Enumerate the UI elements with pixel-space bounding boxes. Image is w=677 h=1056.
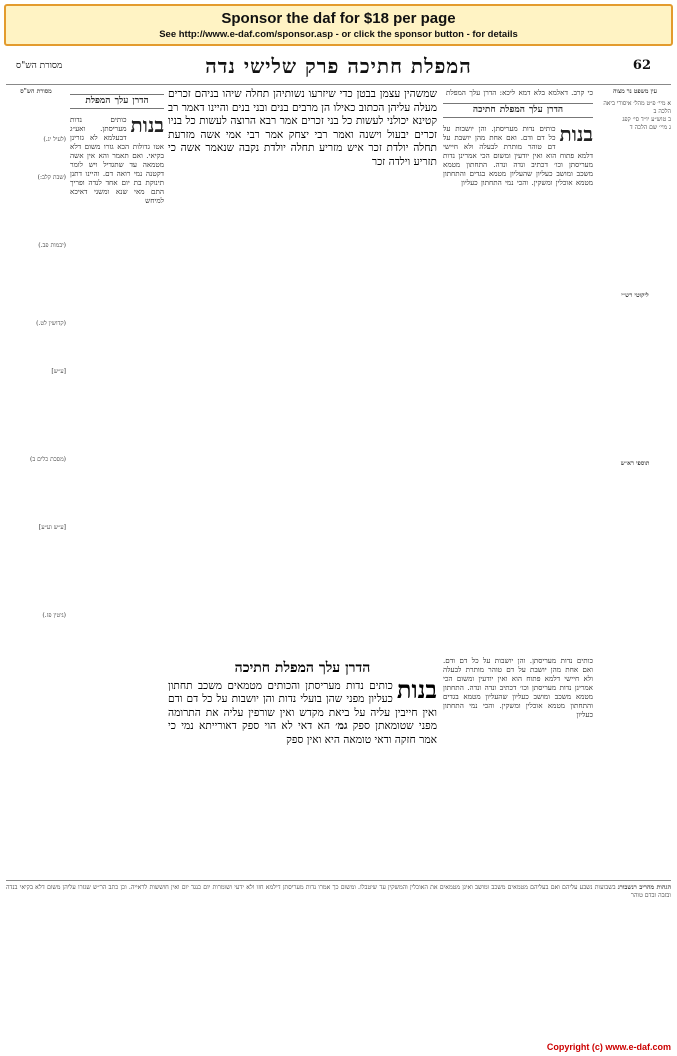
right-note: תוספי רא״ש [620, 460, 650, 467]
right-margin-title: עין משפט נר מצוה [612, 88, 658, 95]
rashi-intro: כי קרב. דאלמא בלא דמא ליכא: הדרן עלך המפלת [446, 88, 593, 97]
left-note: (קדושין לט.) [36, 320, 66, 327]
left-margin [6, 88, 66, 888]
rashi-lead-word: בנות [559, 122, 593, 146]
mishna-text: כותים נדות מעריסתן והכותים מטמאים משכב תחתון כעליון מפני שהן בועלי נדות והן יושבות על כל דם ודם ואין חייבין עליה על ביאת מקדש ואין שורפין עליה את התרומה מפני שטומאתן ספק [168, 679, 437, 733]
rashi-chapter-end: הדרן עלך המפלת חתיכה [443, 103, 593, 118]
gemara-continuation: הא דאי לא הוי ספק דאורייתא נמי כי אמר חזקה ודאי טומאה היא ואין ספק [168, 720, 437, 746]
bottom-notes [6, 884, 671, 1038]
left-margin-title: מסורת הש"ס [20, 88, 52, 95]
left-note: (גיטין פז.) [42, 612, 66, 619]
right-note: ב טוש״ע יו״ד סי׳ קפג [622, 116, 671, 123]
header-divider [6, 84, 671, 85]
right-margin [599, 88, 671, 888]
bottom-notes-title: הגהות מהריב רנשבורג [617, 884, 671, 891]
rashi-lower-text: כותים נדות מעריסתן. והן יושבות על כל דם ודם. ואם אחת מהן יושבת על דם טוהר מותרת לבעלה ולא חיישי דלמא פתוח הוא ואין יודעין ומשום הכי אמרינן נדות מעריסתן וכו׳ דכתיב ונדה ונדה. התחתון מטמא משכב ומושב כעליון שהעליון מטמא בגדים והתחתון מטמא אוכלין ומשקין. והכי נמי התחתון כעליון [443, 656, 593, 719]
left-note: [ע״ש וע״ע] [38, 524, 66, 531]
left-note: (מסכת כלים ב) [29, 456, 66, 463]
left-note: [ע״ש] [51, 368, 66, 375]
left-note: (שבת קלב:) [37, 174, 66, 181]
header-left-label: מסורת הש"ס [16, 61, 63, 71]
sponsor-subtitle[interactable]: See http://www.e-daf.com/sponsor.asp - or click the sponsor button - for details [159, 29, 518, 40]
tosafot-title: הדרן עלך המפלת [70, 94, 164, 109]
sponsor-title: Sponsor the daf for $18 per page [221, 10, 456, 27]
page-number: 62 [632, 58, 651, 73]
right-note: ג מיי׳ שם הלכה ד [629, 124, 671, 131]
gemara-column [168, 88, 437, 648]
mishna-lead-word: בנות [396, 674, 437, 704]
page-header [6, 52, 671, 82]
sponsor-banner[interactable] [4, 4, 673, 46]
page-title: המפלת חתיכה פרק שלישי נדה [205, 54, 472, 78]
left-note: (יבמות פב.) [38, 242, 66, 249]
copyright-link[interactable]: Copyright (c) www.e-daf.com [546, 1042, 671, 1052]
rashi-lower [443, 656, 593, 876]
rashi-text: כותים נדות מעריסתן. והן יושבות על כל דם ודם. ואם אחת מהן יושבת על דם טוהר מותרת לבעלה ולא חיישי דלמא פתוח הוא ואין יודעין ומשום הכי אמרינן נדות מעריסתן וכו׳ דכתיב ונדה ונדה. התחתון מטמא משכב ומושב כעליון שהעליון מטמא בגדים והתחתון מטמא אוכלין ומשקין. והכי נמי התחתון כעליון [443, 124, 593, 187]
mishna-section [168, 656, 437, 876]
gemara-lead-word: גמ׳ [335, 720, 348, 733]
gemara-text: שמשהין עצמן בבטן כדי שיזרעו נשותיהן תחלה שיהו בניהם זכרים מעלה עליהן הכתוב כאילו הן מרבים בנים ובני בנים והיינו דאמר רב קטינא יכולני לעשות כל בני זכרים אמר רבא הרוצה לעשות כל בניו זכרים יבעול וישנה ואמר רבי יצחק אמר רבי אמי אשה מזרעת תחלה יולדת זכר איש מזריע תחלה יולדת נקבה שנאמר אשה כי תזריע וילדה זכר [168, 88, 437, 168]
footnote-divider [6, 880, 671, 881]
bottom-notes-text: בשבועות נשבע עליהם ואם בעליהם מטמאים משכב ומושב ואינן מטמאים את האוכלין והמשקין עד שיטבלו. ומשום כך אמרו נדות מעריסתן דילמא חזו ולא ידעי ושומרות יום כנגד יום ואין חוששות לראייה. וכן כתב הר״ש שגזרו עליהן משום דלא בקיאי בנדה ובזבה ובדם טוהר [6, 884, 671, 899]
rashi-column [443, 88, 593, 648]
left-note: (לעיל יג.) [43, 136, 66, 143]
right-note: א מיי׳ פ״ט מהל׳ איסורי ביאה הלכה ב [603, 100, 671, 115]
tosafot-column [70, 88, 164, 888]
tosafot-text: כותים נדות מעריסתן. ואע״ג דבעלמא לא גזרינן אטו גדולות הכא גזרו משום דלא בקיאי. ואם תאמר והא אין אשה מטמאה עד שתגדיל ויש לומר דקטנה נמי רואה דם. והיינו דתנן תינוקת בת יום אחד לנדה ופריך התם מאי שנא ומשני דאיכא למיחש [70, 115, 164, 205]
chapter-end-title: הדרן עלך המפלת חתיכה [234, 660, 371, 676]
right-note: ליקוטי רש״י [621, 292, 649, 299]
tosafot-lead-word: בנות [130, 113, 164, 137]
